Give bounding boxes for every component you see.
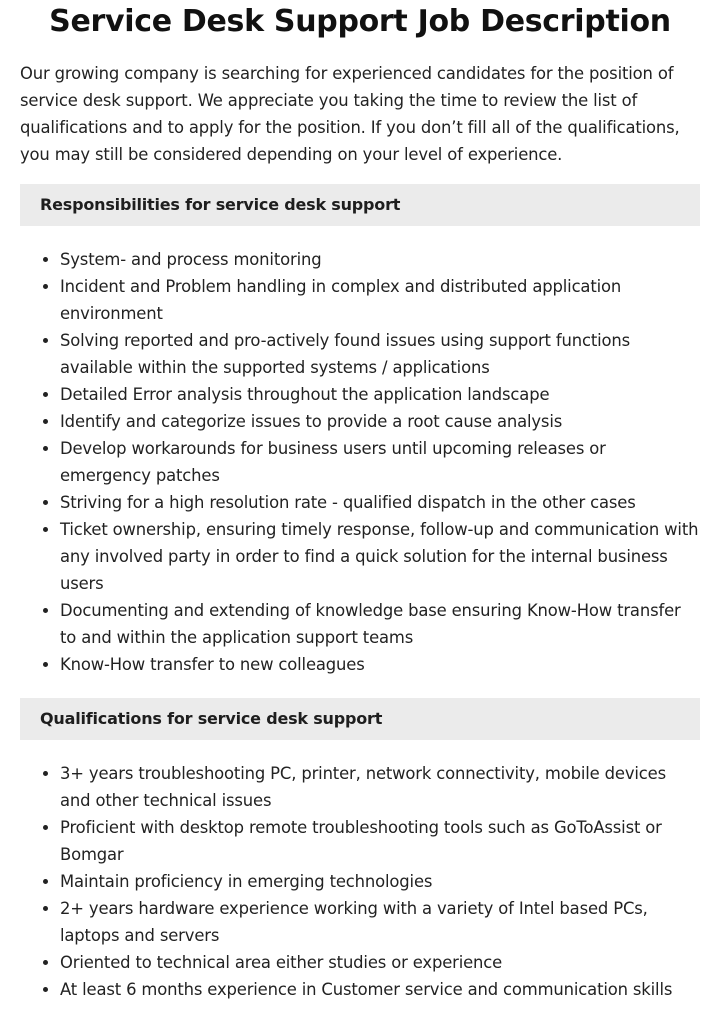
list-item: Incident and Problem handling in complex and distributed application environment <box>60 273 700 327</box>
list-item: Striving for a high resolution rate - qualified dispatch in the other cases <box>60 489 700 516</box>
list-item: 2+ years hardware experience working with a variety of Intel based PCs, laptops and servers <box>60 895 700 949</box>
qualifications-list <box>20 760 700 1003</box>
list-item: Solving reported and pro-actively found issues using support functions available within the supported systems / applications <box>60 327 700 381</box>
intro-paragraph: Our growing company is searching for experienced candidates for the position of service desk support. We appreciate you taking the time to review the list of qualifications and to apply for the position. If you don’t fill all of the qualifications, you may still be considered depending on your level of experience. <box>20 64 680 164</box>
list-item: Ticket ownership, ensuring timely response, follow-up and communication with any involved party in order to find a quick solution for the internal business users <box>60 516 700 597</box>
list-item: At least 6 months experience in Customer service and communication skills <box>60 976 700 1003</box>
list-item: Know-How transfer to new colleagues <box>60 651 700 678</box>
qualifications-header: Qualifications for service desk support <box>20 698 700 740</box>
list-item: Documenting and extending of knowledge base ensuring Know-How transfer to and within the application support teams <box>60 597 700 651</box>
page-title: Service Desk Support Job Description <box>49 4 671 39</box>
list-item: System- and process monitoring <box>60 246 700 273</box>
list-item: Identify and categorize issues to provide a root cause analysis <box>60 408 700 435</box>
list-item: Maintain proficiency in emerging technologies <box>60 868 700 895</box>
list-item: Develop workarounds for business users until upcoming releases or emergency patches <box>60 435 700 489</box>
list-item: 3+ years troubleshooting PC, printer, network connectivity, mobile devices and other technical issues <box>60 760 700 814</box>
responsibilities-header: Responsibilities for service desk support <box>20 184 700 226</box>
list-item: Detailed Error analysis throughout the application landscape <box>60 381 700 408</box>
list-item: Oriented to technical area either studies or experience <box>60 949 700 976</box>
responsibilities-list <box>20 246 700 678</box>
list-item: Proficient with desktop remote troubleshooting tools such as GoToAssist or Bomgar <box>60 814 700 868</box>
